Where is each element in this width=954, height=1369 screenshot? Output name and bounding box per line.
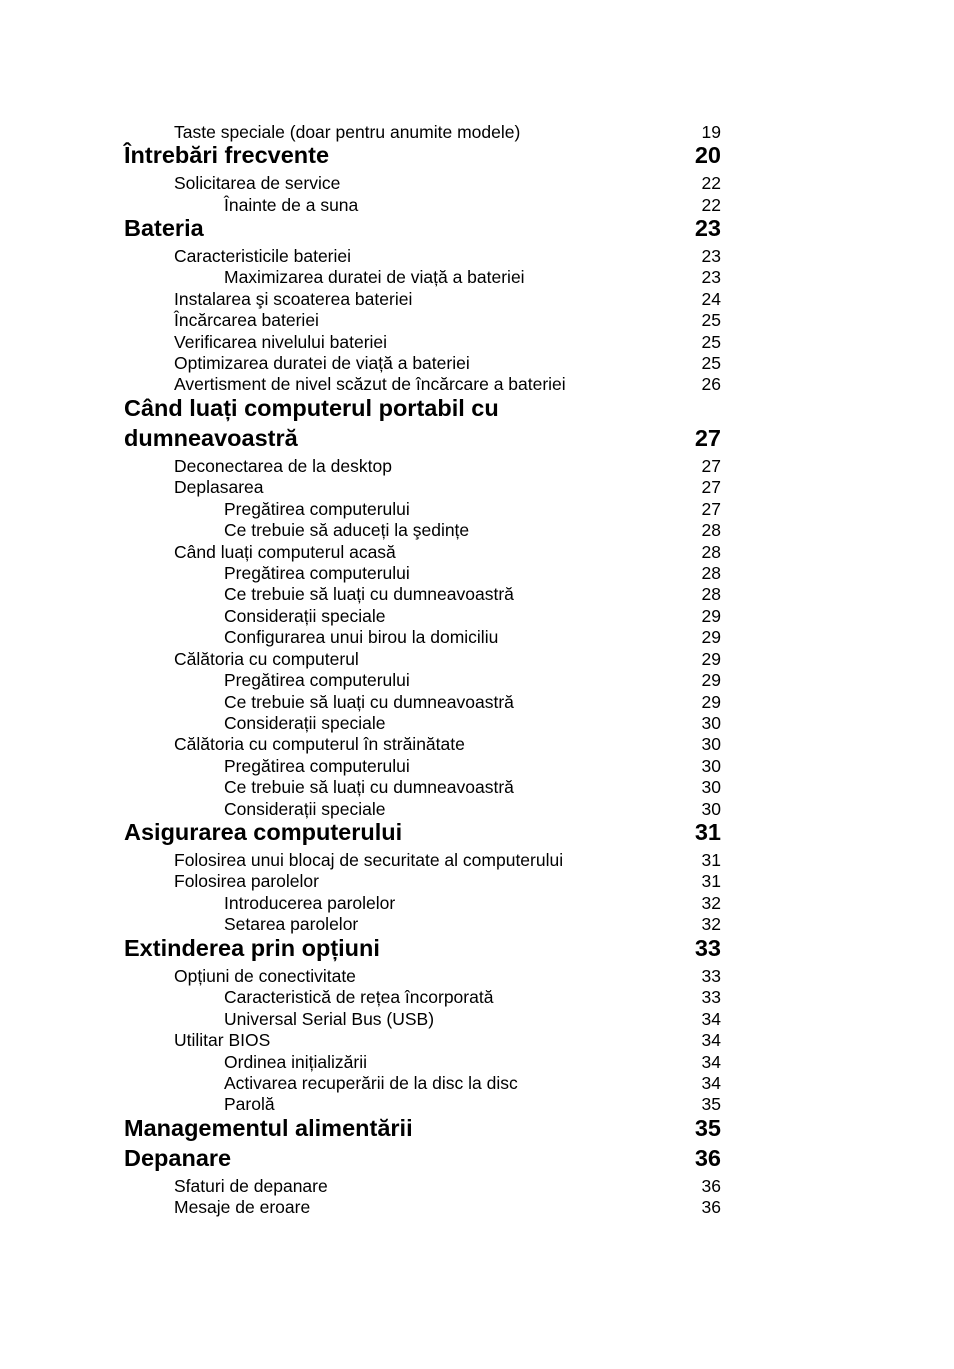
toc-entry-page-number: 30: [701, 755, 721, 776]
toc-chapter-entry: [0, 142, 954, 170]
toc-entry-page-number: 23: [694, 214, 721, 241]
toc-entry-page-number: 30: [701, 712, 721, 733]
toc-entry-page-number: 31: [701, 870, 721, 891]
toc-entry-title: Considerații speciale: [224, 798, 386, 819]
toc-section-entry: [0, 1176, 954, 1197]
toc-section-entry: [0, 542, 954, 563]
toc-entry-page-number: 20: [694, 141, 721, 168]
toc-entry-title: Taste speciale (doar pentru anumite modele): [174, 121, 521, 142]
toc-section-entry: [0, 871, 954, 892]
toc-entry-page-number: 22: [701, 172, 721, 193]
toc-subsection-entry: [0, 713, 954, 734]
toc-entry-title: Managementul alimentării: [124, 1114, 413, 1141]
toc-entry-title: Optimizarea duratei de viață a bateriei: [174, 352, 470, 373]
toc-entry-page-number: 25: [701, 331, 721, 352]
toc-entry-page-number: 29: [701, 626, 721, 647]
toc-entry-page-number: 34: [701, 1029, 721, 1050]
toc-entry-page-number: 27: [701, 498, 721, 519]
toc-subsection-entry: [0, 606, 954, 627]
toc-entry-title: Deconectarea de la desktop: [174, 455, 392, 476]
toc-entry-title: Deplasarea: [174, 476, 264, 497]
toc-chapter-entry: [0, 395, 954, 423]
toc-entry-title: Ce trebuie să luați cu dumneavoastră: [224, 583, 514, 604]
toc-section-entry: [0, 122, 954, 143]
toc-entry-title: Bateria: [124, 214, 204, 241]
toc-entry-title: Considerații speciale: [224, 605, 386, 626]
toc-entry-page-number: 31: [701, 849, 721, 870]
toc-subsection-entry: [0, 1052, 954, 1073]
toc-subsection-entry: [0, 692, 954, 713]
toc-entry-title: Introducerea parolelor: [224, 892, 396, 913]
toc-entry-title: Opțiuni de conectivitate: [174, 965, 356, 986]
toc-entry-title: Setarea parolelor: [224, 913, 359, 934]
toc-section-entry: [0, 649, 954, 670]
toc-entry-title: Pregătirea computerului: [224, 669, 410, 690]
toc-entry-title: Extinderea prin opțiuni: [124, 934, 380, 961]
toc-chapter-entry: [0, 1115, 954, 1143]
toc-subsection-entry: [0, 756, 954, 777]
toc-entry-page-number: 26: [701, 373, 721, 394]
toc-entry-page-number: 29: [701, 669, 721, 690]
toc-entry-title: Când luați computerul portabil cu: [124, 394, 499, 421]
toc-entry-page-number: 25: [701, 352, 721, 373]
toc-subsection-entry: [0, 627, 954, 648]
toc-entry-page-number: 29: [701, 691, 721, 712]
toc-entry-title: Pregătirea computerului: [224, 498, 410, 519]
toc-subsection-entry: [0, 914, 954, 935]
toc-entry-title: Caracteristică de rețea încorporată: [224, 986, 494, 1007]
toc-entry-title: Folosirea parolelor: [174, 870, 319, 891]
toc-entry-title: Utilitar BIOS: [174, 1029, 271, 1050]
toc-entry-title: Înainte de a suna: [224, 194, 359, 215]
toc-entry-title: Ordinea inițializării: [224, 1051, 367, 1072]
toc-section-entry: [0, 1030, 954, 1051]
toc-entry-page-number: 25: [701, 309, 721, 330]
toc-entry-page-number: 34: [701, 1072, 721, 1093]
toc-entry-title: Depanare: [124, 1144, 232, 1171]
toc-entry-page-number: 27: [694, 424, 721, 451]
toc-entry-title: Verificarea nivelului bateriei: [174, 331, 388, 352]
toc-entry-page-number: 36: [701, 1196, 721, 1217]
toc-entry-title: Călătoria cu computerul: [174, 648, 359, 669]
toc-entry-title: Asigurarea computerului: [124, 818, 403, 845]
toc-subsection-entry: [0, 195, 954, 216]
toc-entry-page-number: 30: [701, 798, 721, 819]
toc-entry-page-number: 32: [701, 892, 721, 913]
toc-chapter-entry: [0, 215, 954, 243]
toc-subsection-entry: [0, 1009, 954, 1030]
toc-entry-title: Ce trebuie să aduceți la şedințe: [224, 519, 470, 540]
toc-section-entry: [0, 456, 954, 477]
toc-entry-title: Pregătirea computerului: [224, 562, 410, 583]
toc-subsection-entry: [0, 893, 954, 914]
toc-entry-page-number: 27: [701, 455, 721, 476]
toc-chapter-entry: [0, 935, 954, 963]
toc-entry-page-number: 32: [701, 913, 721, 934]
toc-entry-page-number: 19: [701, 121, 721, 142]
toc-subsection-entry: [0, 799, 954, 820]
toc-entry-title: Întrebări frecvente: [124, 141, 330, 168]
toc-subsection-entry: [0, 584, 954, 605]
toc-section-entry: [0, 289, 954, 310]
toc-entry-page-number: 27: [701, 476, 721, 497]
toc-entry-title: Încărcarea bateriei: [174, 309, 319, 330]
toc-subsection-entry: [0, 670, 954, 691]
toc-entry-page-number: 36: [694, 1144, 721, 1171]
toc-entry-page-number: 30: [701, 776, 721, 797]
toc-entry-title: dumneavoastră: [124, 424, 298, 451]
toc-entry-page-number: 23: [701, 245, 721, 266]
toc-entry-title: Considerații speciale: [224, 712, 386, 733]
toc-entry-title: Configurarea unui birou la domiciliu: [224, 626, 499, 647]
toc-subsection-entry: [0, 499, 954, 520]
toc-subsection-entry: [0, 1094, 954, 1115]
toc-entry-title: Activarea recuperării de la disc la disc: [224, 1072, 518, 1093]
toc-entry-page-number: 34: [701, 1051, 721, 1072]
toc-entry-page-number: 23: [701, 266, 721, 287]
toc-entry-page-number: 22: [701, 194, 721, 215]
toc-section-entry: [0, 173, 954, 194]
toc-entry-page-number: 28: [701, 562, 721, 583]
toc-entry-title: Mesaje de eroare: [174, 1196, 311, 1217]
toc-entry-title: Când luați computerul acasă: [174, 541, 396, 562]
toc-section-entry: [0, 850, 954, 871]
toc-subsection-entry: [0, 777, 954, 798]
toc-entry-page-number: 28: [701, 541, 721, 562]
toc-entry-page-number: 35: [701, 1093, 721, 1114]
toc-section-entry: [0, 477, 954, 498]
toc-entry-title: Avertisment de nivel scăzut de încărcare a bateriei: [174, 373, 566, 394]
toc-entry-title: Maximizarea duratei de viață a bateriei: [224, 266, 525, 287]
toc-entry-title: Pregătirea computerului: [224, 755, 410, 776]
toc-entry-title: Călătoria cu computerul în străinătate: [174, 733, 465, 754]
toc-section-entry: [0, 246, 954, 267]
toc-section-entry: [0, 353, 954, 374]
toc-entry-page-number: 33: [701, 965, 721, 986]
toc-entry-page-number: 35: [694, 1114, 721, 1141]
toc-chapter-entry: [0, 425, 954, 453]
toc-entry-title: Sfaturi de depanare: [174, 1175, 328, 1196]
toc-section-entry: [0, 734, 954, 755]
toc-entry-page-number: 36: [701, 1175, 721, 1196]
toc-entry-page-number: 33: [694, 934, 721, 961]
toc-entry-page-number: 29: [701, 648, 721, 669]
toc-section-entry: [0, 310, 954, 331]
toc-entry-page-number: 31: [694, 818, 721, 845]
toc-entry-title: Ce trebuie să luați cu dumneavoastră: [224, 776, 514, 797]
toc-entry-page-number: 34: [701, 1008, 721, 1029]
toc-chapter-entry: [0, 1145, 954, 1173]
toc-entry-title: Solicitarea de service: [174, 172, 341, 193]
toc-section-entry: [0, 374, 954, 395]
toc-entry-page-number: 28: [701, 519, 721, 540]
toc-entry-page-number: 24: [701, 288, 721, 309]
toc-section-entry: [0, 966, 954, 987]
toc-entry-title: Instalarea şi scoaterea bateriei: [174, 288, 413, 309]
toc-entry-title: Parolă: [224, 1093, 275, 1114]
toc-subsection-entry: [0, 987, 954, 1008]
toc-entry-title: Universal Serial Bus (USB): [224, 1008, 435, 1029]
toc-entry-page-number: 28: [701, 583, 721, 604]
toc-subsection-entry: [0, 563, 954, 584]
toc-subsection-entry: [0, 267, 954, 288]
toc-entry-title: Folosirea unui blocaj de securitate al computerului: [174, 849, 564, 870]
toc-chapter-entry: [0, 819, 954, 847]
toc-entry-page-number: 33: [701, 986, 721, 1007]
toc-section-entry: [0, 1197, 954, 1218]
toc-subsection-entry: [0, 1073, 954, 1094]
toc-entry-page-number: 29: [701, 605, 721, 626]
toc-entry-title: Caracteristicile bateriei: [174, 245, 352, 266]
toc-entry-title: Ce trebuie să luați cu dumneavoastră: [224, 691, 514, 712]
toc-entry-page-number: 30: [701, 733, 721, 754]
toc-subsection-entry: [0, 520, 954, 541]
toc-section-entry: [0, 332, 954, 353]
